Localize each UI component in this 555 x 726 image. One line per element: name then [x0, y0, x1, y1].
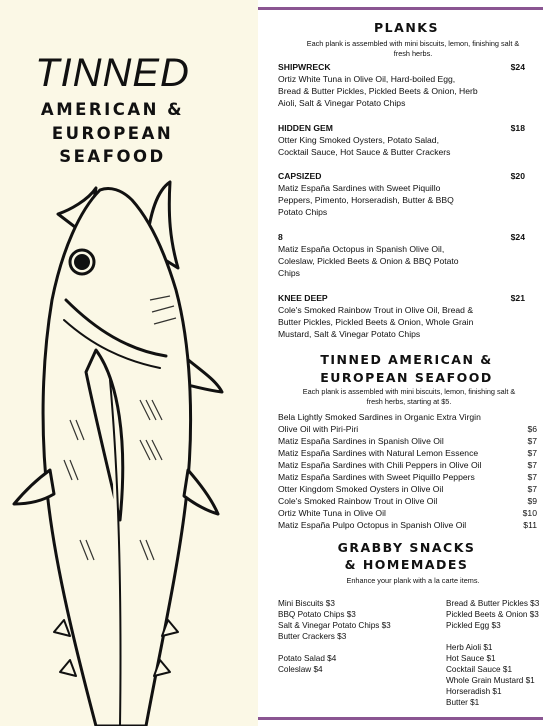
- tinned-item-price: $7: [527, 460, 537, 470]
- menu-item-desc: Ortiz White Tuna in Olive Oil, Hard-boiled Egg, Bread & Butter Pickles, Pickled Beets & Onion, Herb Aioli, Salt & Vinegar Potato Chips: [278, 74, 478, 108]
- menu-item-price: $21: [510, 293, 525, 303]
- brand-subtitle-line: SEAFOOD: [59, 147, 166, 166]
- snack-item: Bread & Butter Pickles $3: [446, 599, 540, 608]
- left-panel: [0, 0, 258, 726]
- menu-item-desc: Matiz España Sardines with Sweet Piquillo Peppers, Pimento, Horseradish, Butter & BBQ Potato Chips: [278, 183, 454, 217]
- tinned-title-line: TINNED AMERICAN &: [320, 352, 493, 367]
- tinned-item: [278, 447, 543, 459]
- tinned-list: [278, 411, 543, 531]
- tinned-item: [278, 519, 543, 531]
- menu-item: [278, 231, 553, 279]
- tinned-item-name: Matiz España Sardines with Sweet Piquillo Peppers: [278, 472, 475, 482]
- snacks-title: [258, 539, 555, 573]
- tinned-note: Each plank is assembled with mini biscuits, lemon, finishing salt & fresh herbs, starting at $5.: [302, 387, 516, 406]
- snacks-title-line: GRABBY SNACKS: [337, 540, 476, 555]
- tinned-item-name: Matiz España Sardines with Chili Peppers in Olive Oil: [278, 460, 482, 470]
- tinned-item-price: $7: [527, 436, 537, 446]
- tinned-item-price: $10: [522, 508, 537, 518]
- tinned-item-price: $7: [527, 448, 537, 458]
- menu-item: [278, 292, 553, 340]
- tinned-item: [278, 495, 543, 507]
- snack-item: Horseradish $1: [446, 687, 502, 696]
- snack-item: Herb Aioli $1: [446, 643, 493, 652]
- snack-item: Mini Biscuits $3: [278, 599, 335, 608]
- snack-item: Butter Crackers $3: [278, 632, 347, 641]
- snack-item: Pickled Egg $3: [446, 621, 501, 630]
- snack-item: Whole Grain Mustard $1: [446, 676, 535, 685]
- snack-item: Pickled Beets & Onion $3: [446, 610, 539, 619]
- tinned-item: [278, 411, 543, 435]
- menu-item-name: CAPSIZED: [278, 171, 322, 181]
- tinned-item-name: Bela Lightly Smoked Sardines in Organic Extra Virgin Olive Oil with Piri-Piri: [278, 412, 481, 434]
- menu-item-name: SHIPWRECK: [278, 62, 331, 72]
- menu-item-name: KNEE DEEP: [278, 293, 328, 303]
- menu-item: [278, 61, 553, 109]
- snack-item: BBQ Potato Chips $3: [278, 610, 356, 619]
- menu-item: [278, 122, 553, 158]
- planks-title: PLANKS: [374, 20, 439, 35]
- tuna-fish-illustration: [0, 150, 258, 726]
- menu-item-price: $18: [510, 123, 525, 133]
- tinned-item-price: $6: [527, 424, 537, 434]
- tinned-item-price: $7: [527, 472, 537, 482]
- top-accent-bar: [258, 7, 543, 10]
- menu-item-price: $24: [510, 232, 525, 242]
- tinned-item-name: Ortiz White Tuna in Olive Oil: [278, 508, 386, 518]
- tinned-item-name: Otter Kingdom Smoked Oysters in Olive Oil: [278, 484, 444, 494]
- snacks-right-column: [446, 598, 539, 708]
- planks-note: Each plank is assembled with mini biscuits, lemon, finishing salt & fresh herbs.: [306, 39, 520, 58]
- brand-subtitle-line: EUROPEAN: [51, 123, 174, 143]
- brand-subtitle-line: AMERICAN &: [40, 100, 185, 119]
- tinned-item-price: $11: [523, 520, 537, 530]
- tinned-item-name: Matiz España Sardines with Natural Lemon Essence: [278, 448, 479, 458]
- tinned-item-name: Matiz España Sardines in Spanish Olive Oil: [278, 436, 444, 446]
- tinned-title: [258, 351, 555, 387]
- tinned-item: [278, 471, 543, 483]
- menu-item-name: 8: [278, 232, 283, 242]
- snacks-left-column: [278, 598, 391, 675]
- snacks-title-line: & HOMEMADES: [344, 557, 469, 572]
- snacks-note: Enhance your plank with a la carte items.: [346, 576, 480, 585]
- tinned-item: [278, 483, 543, 495]
- snack-item: Butter $1: [446, 698, 480, 707]
- menu-item-desc: Matiz España Octopus in Spanish Olive Oil, Coleslaw, Pickled Beets & Onion & BBQ Potato Chips: [278, 244, 459, 278]
- menu-item-name: HIDDEN GEM: [278, 123, 333, 133]
- tinned-item-price: $7: [527, 484, 537, 494]
- spacer: [446, 631, 539, 642]
- snack-item: Salt & Vinegar Potato Chips $3: [278, 621, 391, 630]
- tinned-item: [278, 507, 543, 519]
- tinned-item-price: $9: [527, 496, 537, 506]
- brand-title: TINNED: [35, 51, 190, 95]
- tinned-item-name: Cole's Smoked Rainbow Trout in Olive Oil: [278, 496, 438, 506]
- menu-panel: [258, 0, 555, 726]
- bottom-accent-bar: [258, 717, 543, 720]
- menu-item: [278, 170, 553, 218]
- snack-item: Hot Sauce $1: [446, 654, 496, 663]
- menu-item-price: $20: [510, 171, 525, 181]
- menu-item-desc: Otter King Smoked Oysters, Potato Salad, Cocktail Sauce, Hot Sauce & Butter Crackers: [278, 135, 451, 157]
- tinned-item: [278, 459, 543, 471]
- tinned-item-name: Matiz España Pulpo Octopus in Spanish Olive Oil: [278, 520, 467, 530]
- tinned-item: [278, 435, 543, 447]
- menu-item-price: $24: [510, 62, 525, 72]
- spacer: [278, 642, 391, 653]
- menu-item-desc: Cole's Smoked Rainbow Trout in Olive Oil, Bread & Butter Pickles, Pickled Beets & Onion, Whole Grain Mustard, Salt & Vinegar Potato Chips: [278, 305, 474, 339]
- tinned-title-line: EUROPEAN SEAFOOD: [320, 370, 493, 385]
- snack-item: Cocktail Sauce $1: [446, 665, 512, 674]
- snack-item: Potato Salad $4: [278, 654, 337, 663]
- snack-item: Coleslaw $4: [278, 665, 323, 674]
